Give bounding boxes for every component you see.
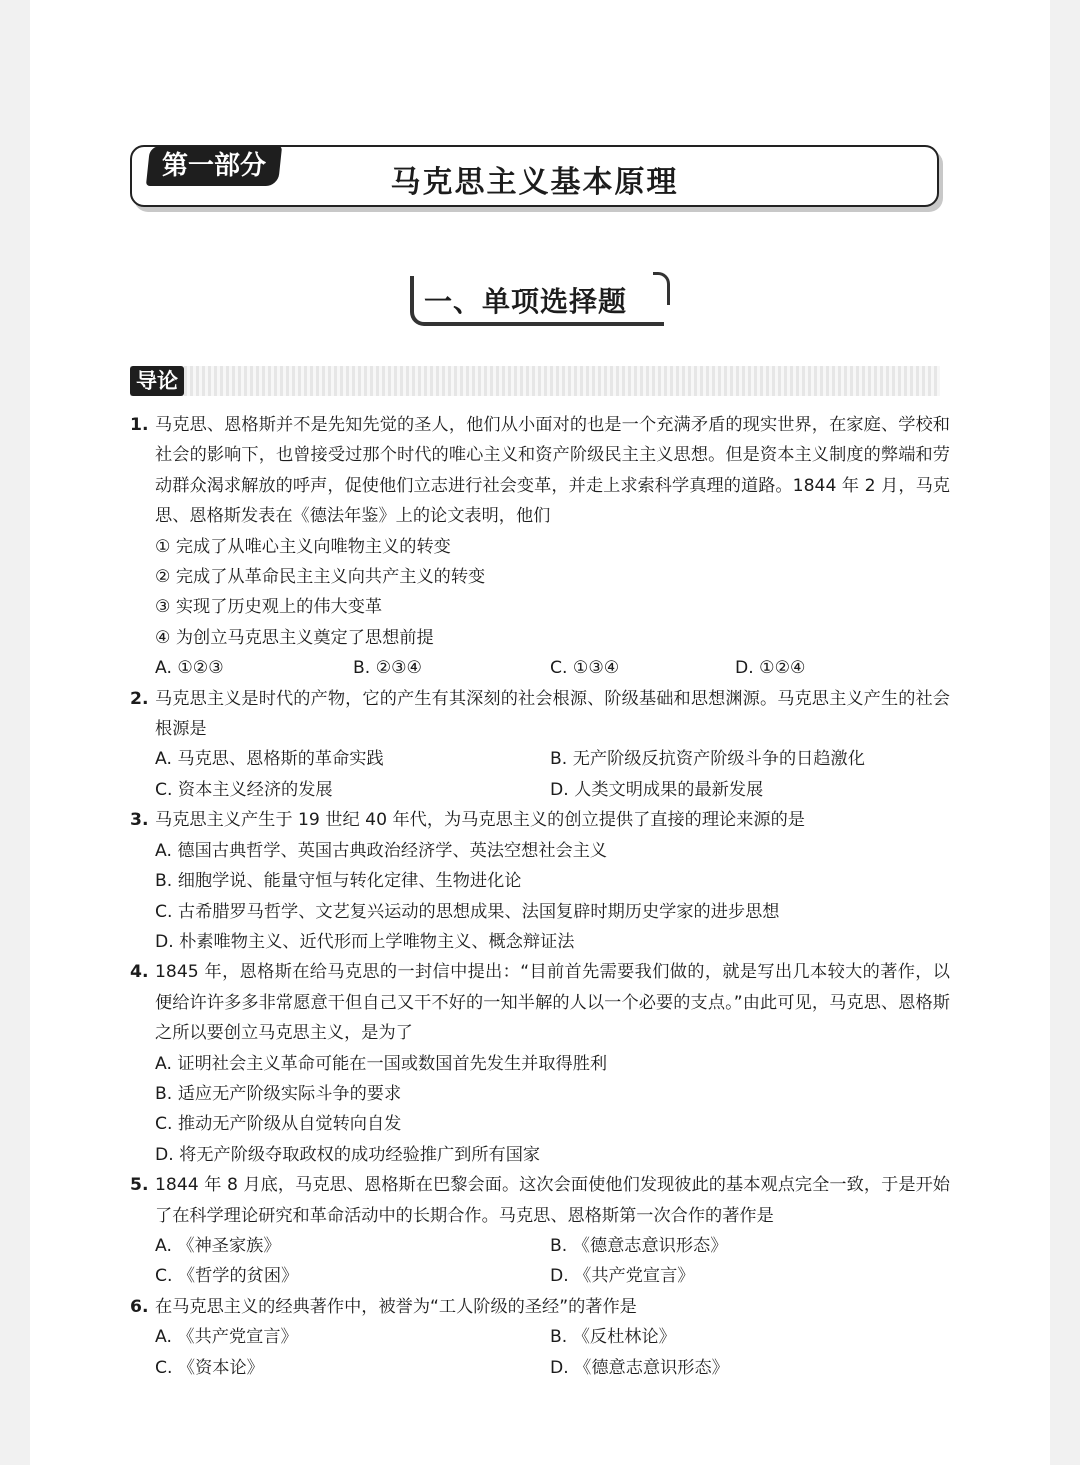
option-c[interactable]: C. 推动无产阶级从自觉转向自发 (155, 1114, 402, 1135)
question-list (130, 410, 950, 1383)
section-heading (410, 276, 664, 326)
part-title: 马克思主义基本原理 (390, 165, 679, 200)
part-label: 第一部分 (146, 146, 282, 186)
option-a[interactable]: A. 马克思、恩格斯的革命实践 (155, 749, 384, 770)
option-d[interactable]: D. 《德意志意识形态》 (550, 1357, 729, 1378)
options-row (155, 1231, 950, 1261)
document-page (30, 0, 1050, 1465)
part-header (130, 145, 939, 207)
option-d[interactable]: D. 将无产阶级夺取政权的成功经验推广到所有国家 (155, 1144, 541, 1165)
statement: ③ 实现了历史观上的伟大变革 (155, 597, 383, 618)
question-stem: 在马克思主义的经典著作中，被誉为“工人阶级的圣经”的著作是 (155, 1296, 637, 1317)
option-b[interactable]: B. 无产阶级反抗资产阶级斗争的日趋激化 (550, 749, 865, 770)
question-stem: 1844 年 8 月底，马克思、恩格斯在巴黎会面。这次会面使他们发现彼此的基本观点完全一致，于是开始了在科学理论研究和革命活动中的长期合作。马克思、恩格斯第一次合作的著作是 (155, 1175, 950, 1226)
question-number: 3. (130, 810, 149, 831)
options-row (155, 1322, 950, 1352)
statement: ② 完成了从革命民主主义向共产主义的转变 (155, 567, 486, 588)
option-b[interactable]: B. 《反杜林论》 (550, 1327, 676, 1348)
question-1 (130, 410, 950, 684)
options-row (155, 1261, 950, 1291)
option-a[interactable]: A. 《共产党宣言》 (155, 1327, 298, 1348)
option-d[interactable]: D. ①②④ (735, 658, 806, 679)
option-b[interactable]: B. 细胞学说、能量守恒与转化定律、生物进化论 (155, 871, 522, 892)
question-6 (130, 1292, 950, 1383)
option-b[interactable]: B. 适应无产阶级实际斗争的要求 (155, 1083, 402, 1104)
question-number: 5. (130, 1175, 149, 1196)
options-row (155, 744, 950, 774)
statement: ④ 为创立马克思主义奠定了思想前提 (155, 627, 434, 648)
option-b[interactable]: B. 《德意志意识形态》 (550, 1235, 728, 1256)
question-stem: 马克思主义产生于 19 世纪 40 年代，为马克思主义的创立提供了直接的理论来源的是 (155, 810, 805, 831)
question-number: 1. (130, 415, 149, 435)
question-4 (130, 957, 950, 1170)
option-b[interactable]: B. ②③④ (353, 658, 422, 679)
option-a[interactable]: A. 证明社会主义革命可能在一国或数国首先发生并取得胜利 (155, 1053, 608, 1074)
option-c[interactable]: C. 古希腊罗马哲学、文艺复兴运动的思想成果、法国复辟时期历史学家的进步思想 (155, 901, 780, 922)
option-c[interactable]: C. 《哲学的贫困》 (155, 1266, 299, 1287)
question-stem: 1845 年，恩格斯在给马克思的一封信中提出：“目前首先需要我们做的，就是写出几本较大的著作，以便给许许多多非常愿意干但自己又干不好的一知半解的人以一个必要的支点。”由此可见，马克思、恩格斯之所以要创立马克思主义，是为了 (155, 962, 950, 1044)
question-number: 6. (130, 1296, 149, 1317)
option-d[interactable]: D. 《共产党宣言》 (550, 1266, 695, 1287)
option-c[interactable]: C. 资本主义经济的发展 (155, 779, 333, 800)
option-c[interactable]: C. 《资本论》 (155, 1357, 264, 1378)
section-title: 一、单项选择题 (424, 285, 628, 318)
option-d[interactable]: D. 人类文明成果的最新发展 (550, 779, 764, 800)
statement: ① 完成了从唯心主义向唯物主义的转变 (155, 536, 451, 557)
chapter-bar (130, 366, 940, 396)
question-5 (130, 1170, 950, 1292)
option-a[interactable]: A. ①②③ (155, 658, 224, 679)
option-d[interactable]: D. 朴素唯物主义、近代形而上学唯物主义、概念辩证法 (155, 931, 575, 952)
question-number: 4. (130, 962, 149, 983)
question-2 (130, 684, 950, 806)
chapter-tag: 导论 (130, 366, 184, 396)
option-a[interactable]: A. 德国古典哲学、英国古典政治经济学、英法空想社会主义 (155, 840, 608, 861)
options-row (155, 775, 950, 805)
options-row (155, 1353, 950, 1383)
question-3 (130, 805, 950, 957)
question-stem: 马克思、恩格斯并不是先知先觉的圣人，他们从小面对的也是一个充满矛盾的现实世界，在家庭、学校和社会的影响下，也曾接受过那个时代的唯心主义和资产阶级民主主义思想。但是资本主义制度的弊端和劳动群众渴求解放的呼声，促使他们立志进行社会变革，并走上求索科学真理的道路。1844 年 2 月，马克思、恩格斯发表在《德法年鉴》上的论文表明，他们 (155, 415, 950, 527)
question-number: 2. (130, 688, 149, 709)
option-a[interactable]: A. 《神圣家族》 (155, 1235, 281, 1256)
options-row (155, 653, 950, 683)
option-c[interactable]: C. ①③④ (550, 658, 620, 679)
question-stem: 马克思主义是时代的产物，它的产生有其深刻的社会根源、阶级基础和思想渊源。马克思主义产生的社会根源是 (155, 688, 950, 740)
